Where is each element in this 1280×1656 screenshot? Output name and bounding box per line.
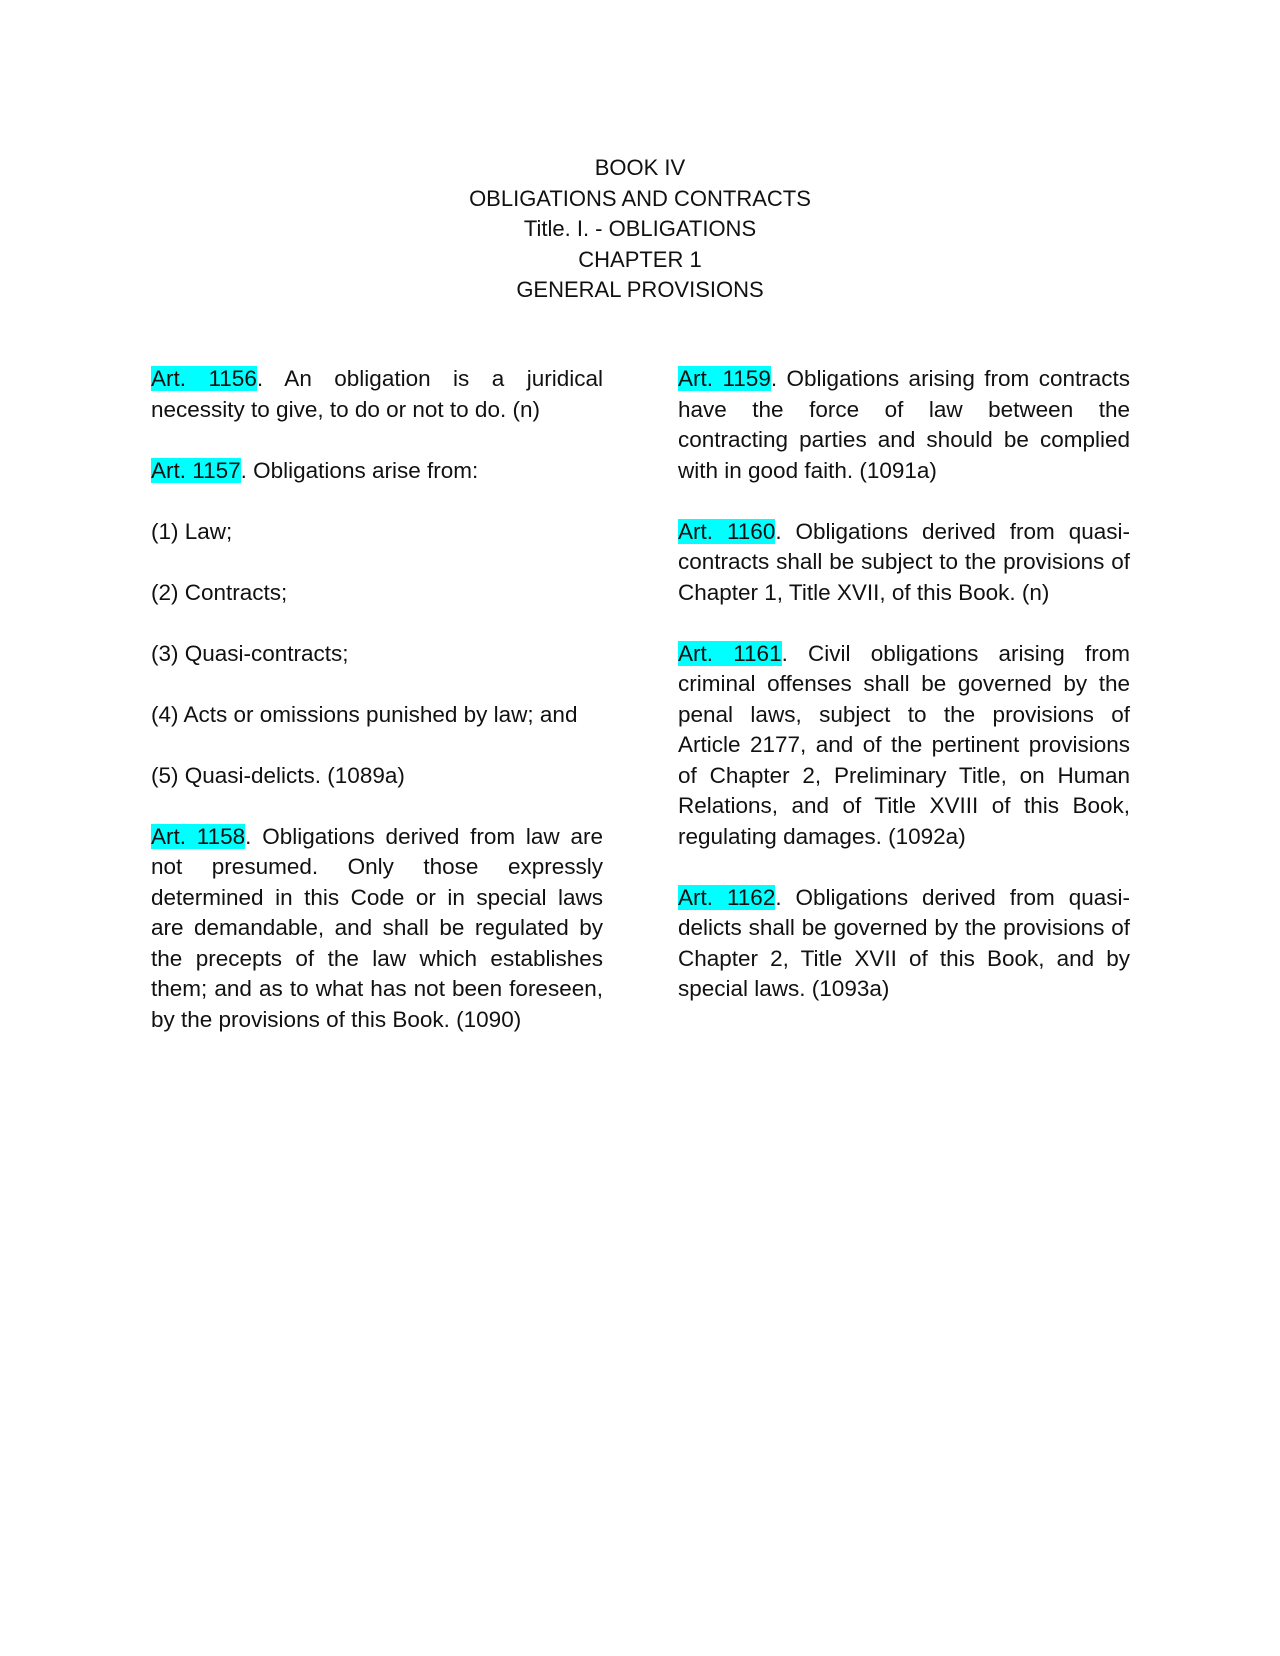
article-text: . Obligations derived from quasi-contracts shall be subject to the provisions of Chapter 1, Title XVII, of this Book. (n) (678, 518, 1130, 605)
article-label: Art. 1157 (151, 457, 241, 483)
chapter-number: CHAPTER 1 (578, 246, 702, 272)
article-text: . Obligations arising from contracts have the force of law between the contracting parties and should be complied with in good faith. (1091a) (678, 366, 1131, 483)
article-text: . Obligations arise from: (240, 457, 479, 483)
book-title: OBLIGATIONS AND CONTRACTS (469, 185, 811, 211)
list-item: (1) Law; (151, 518, 233, 544)
article-1158 (151, 822, 603, 1036)
article-1162 (678, 883, 1130, 1005)
article-1161 (678, 639, 1130, 853)
list-item: (3) Quasi-contracts; (151, 640, 349, 666)
list-item: (5) Quasi-delicts. (1089a) (151, 762, 405, 788)
article-1160 (678, 517, 1130, 609)
article-text: . Civil obligations arising from criminal offenses shall be governed by the penal laws, subject to the provisions of Article 2177, and of the pertinent provisions of Chapter 2, Preliminary Title, on Human Relations, and of Title XVIII of this Book, regulating damages. (1092a) (678, 640, 1130, 849)
article-text: . Obligations derived from quasi-delicts shall be governed by the provisions of Chapter 2, Title XVII of this Book, and by special laws. (1093a) (678, 884, 1130, 1001)
article-label: Art. 1158 (151, 823, 246, 849)
document-heading (0, 153, 1280, 306)
article-label: Art. 1161 (678, 640, 782, 666)
book-number: BOOK IV (594, 155, 686, 180)
article-text: . Obligations derived from law are not presumed. Only those expressly determined in this Code or in special laws are demandable, and shall be regulated by the precepts of the law which establishes them; and as to what has not been foreseen, by the provisions of this Book. (1090) (151, 823, 603, 1032)
left-column (151, 364, 603, 1066)
chapter-title: GENERAL PROVISIONS (516, 277, 764, 303)
list-item: (4) Acts or omissions punished by law; and (151, 701, 578, 727)
article-label: Art. 1156 (151, 366, 257, 391)
article-1159 (678, 364, 1130, 486)
article-label: Art. 1162 (678, 884, 776, 910)
article-1156 (151, 364, 603, 425)
list-item: (2) Contracts; (151, 579, 288, 605)
article-1157 (151, 456, 603, 487)
title-line: Title. I. - OBLIGATIONS (523, 216, 757, 242)
article-label: Art. 1160 (678, 518, 776, 544)
article-text: . An obligation is a juridical necessity to give, to do or not to do. (n) (151, 366, 604, 422)
article-label: Art. 1159 (678, 366, 771, 391)
right-column (678, 364, 1130, 1035)
